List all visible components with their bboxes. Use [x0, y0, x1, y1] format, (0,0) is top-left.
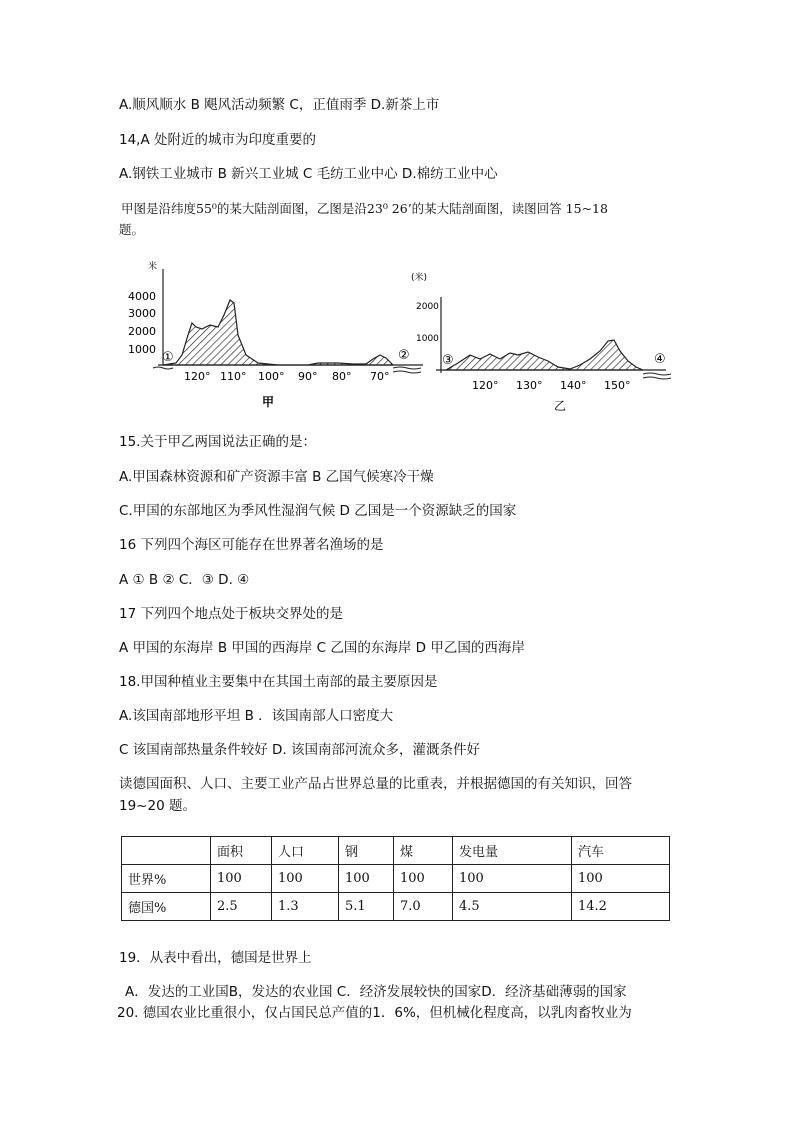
table-cell: 7.0	[394, 893, 453, 921]
table-header-cell: 汽车	[572, 837, 670, 865]
marker-4: ④	[654, 352, 666, 367]
terrain-profile-figure	[118, 255, 678, 415]
marker-1: ①	[162, 350, 174, 365]
table-cell: 100	[211, 865, 272, 893]
option-line: A.甲国森林资源和矿产资源丰富 B 乙国气候寒冷干燥	[119, 469, 434, 485]
table-cell: 德国%	[122, 893, 211, 921]
table-header-cell: 煤	[394, 837, 453, 865]
question-16: 16 下列四个海区可能存在世界著名渔场的是	[119, 537, 384, 553]
right-x-tick: 120°	[472, 379, 499, 392]
left-y-tick: 3000	[128, 307, 156, 320]
left-x-tick: 120°	[184, 370, 211, 383]
right-x-tick: 130°	[516, 379, 543, 392]
right-y-tick: 2000	[416, 302, 439, 312]
right-caption: 乙	[554, 399, 567, 413]
question-20: 20. 德国农业比重很小，仅占国民总产值的1．6%，但机械化程度高，以乳肉畜牧业为	[117, 1005, 632, 1021]
right-y-tick: 1000	[416, 334, 439, 344]
left-caption: 甲	[262, 395, 275, 409]
table-cell: 100	[453, 865, 572, 893]
table-cell: 1.3	[272, 893, 339, 921]
table-row	[122, 893, 670, 921]
left-x-tick: 100°	[258, 370, 285, 383]
table-cell: 5.1	[339, 893, 394, 921]
table-cell: 4.5	[453, 893, 572, 921]
table-cell: 100	[339, 865, 394, 893]
right-unit-label: (米)	[411, 273, 428, 283]
left-y-tick: 1000	[128, 343, 156, 356]
right-x-tick: 150°	[604, 379, 631, 392]
table-intro-cont: 19~20 题。	[119, 798, 196, 814]
left-y-tick: 4000	[128, 290, 156, 303]
question-14: 14,A 处附近的城市为印度重要的	[119, 132, 316, 148]
table-cell: 14.2	[572, 893, 670, 921]
option-line: A ① B ② C．③ D. ④	[119, 572, 250, 588]
table-header-cell: 钢	[339, 837, 394, 865]
table-header-cell: 人口	[272, 837, 339, 865]
table-header-cell: 面积	[211, 837, 272, 865]
left-y-tick: 2000	[128, 325, 156, 338]
option-line: A.钢铁工业城市 B 新兴工业城 C 毛纺工业中心 D.棉纺工业中心	[119, 166, 498, 182]
profile-yi	[411, 271, 671, 413]
question-17: 17 下列四个地点处于板块交界处的是	[119, 606, 343, 622]
table-cell: 100	[572, 865, 670, 893]
left-x-tick: 90°	[298, 370, 318, 383]
marker-2: ②	[398, 348, 410, 363]
table-row	[122, 865, 670, 893]
option-line: C.甲国的东部地区为季风性湿润气候 D 乙国是一个资源缺乏的国家	[119, 503, 517, 519]
left-unit-label: 米	[148, 262, 158, 272]
table-cell: 2.5	[211, 893, 272, 921]
germany-stats-table	[121, 836, 670, 921]
option-line: A．发达的工业国B，发达的农业国 C．经济发展较快的国家D．经济基础薄弱的国家	[125, 984, 627, 1000]
option-line: A 甲国的东海岸 B 甲国的西海岸 C 乙国的东海岸 D 甲乙国的西海岸	[119, 640, 525, 656]
question-19: 19．从表中看出，德国是世界上	[119, 950, 312, 966]
option-line: A.该国南部地形平坦 B ．该国南部人口密度大	[119, 708, 394, 724]
table-header-cell	[122, 837, 211, 865]
left-terrain-area	[163, 300, 393, 365]
question-15: 15.关于甲乙两国说法正确的是：	[119, 434, 316, 450]
option-line: A.顺风顺水 B 飓风活动频繁 C，正值雨季 D.新茶上市	[119, 97, 440, 113]
table-cell: 100	[394, 865, 453, 893]
left-x-tick: 80°	[332, 370, 352, 383]
question-18: 18.甲国种植业主要集中在其国土南部的最主要原因是	[119, 674, 438, 690]
sea-wave-icon	[393, 371, 421, 373]
table-cell: 世界%	[122, 865, 211, 893]
table-cell: 100	[272, 865, 339, 893]
left-x-tick: 110°	[220, 370, 247, 383]
sea-wave-icon	[643, 373, 671, 375]
left-x-tick: 70°	[370, 370, 390, 383]
sea-wave-icon	[393, 367, 421, 369]
figure-intro: 甲图是沿纬度55⁰的某大陆剖面图，乙图是沿23⁰ 26’的某大陆剖面图，读图回答 15~18	[121, 201, 608, 216]
profile-jia	[128, 260, 423, 409]
right-terrain-area	[446, 340, 643, 370]
table-header-row	[122, 837, 670, 865]
right-x-tick: 140°	[560, 379, 587, 392]
figure-intro-cont: 题。	[119, 222, 145, 237]
table-intro: 读德国面积、人口、主要工业产品占世界总量的比重表，并根据德国的有关知识，回答	[119, 776, 632, 792]
sea-wave-icon	[643, 377, 671, 379]
sea-wave-icon	[153, 367, 173, 369]
marker-3: ③	[442, 353, 454, 368]
option-line: C 该国南部热量条件较好 D. 该国南部河流众多，灌溉条件好	[119, 742, 480, 758]
table-header-cell: 发电量	[453, 837, 572, 865]
